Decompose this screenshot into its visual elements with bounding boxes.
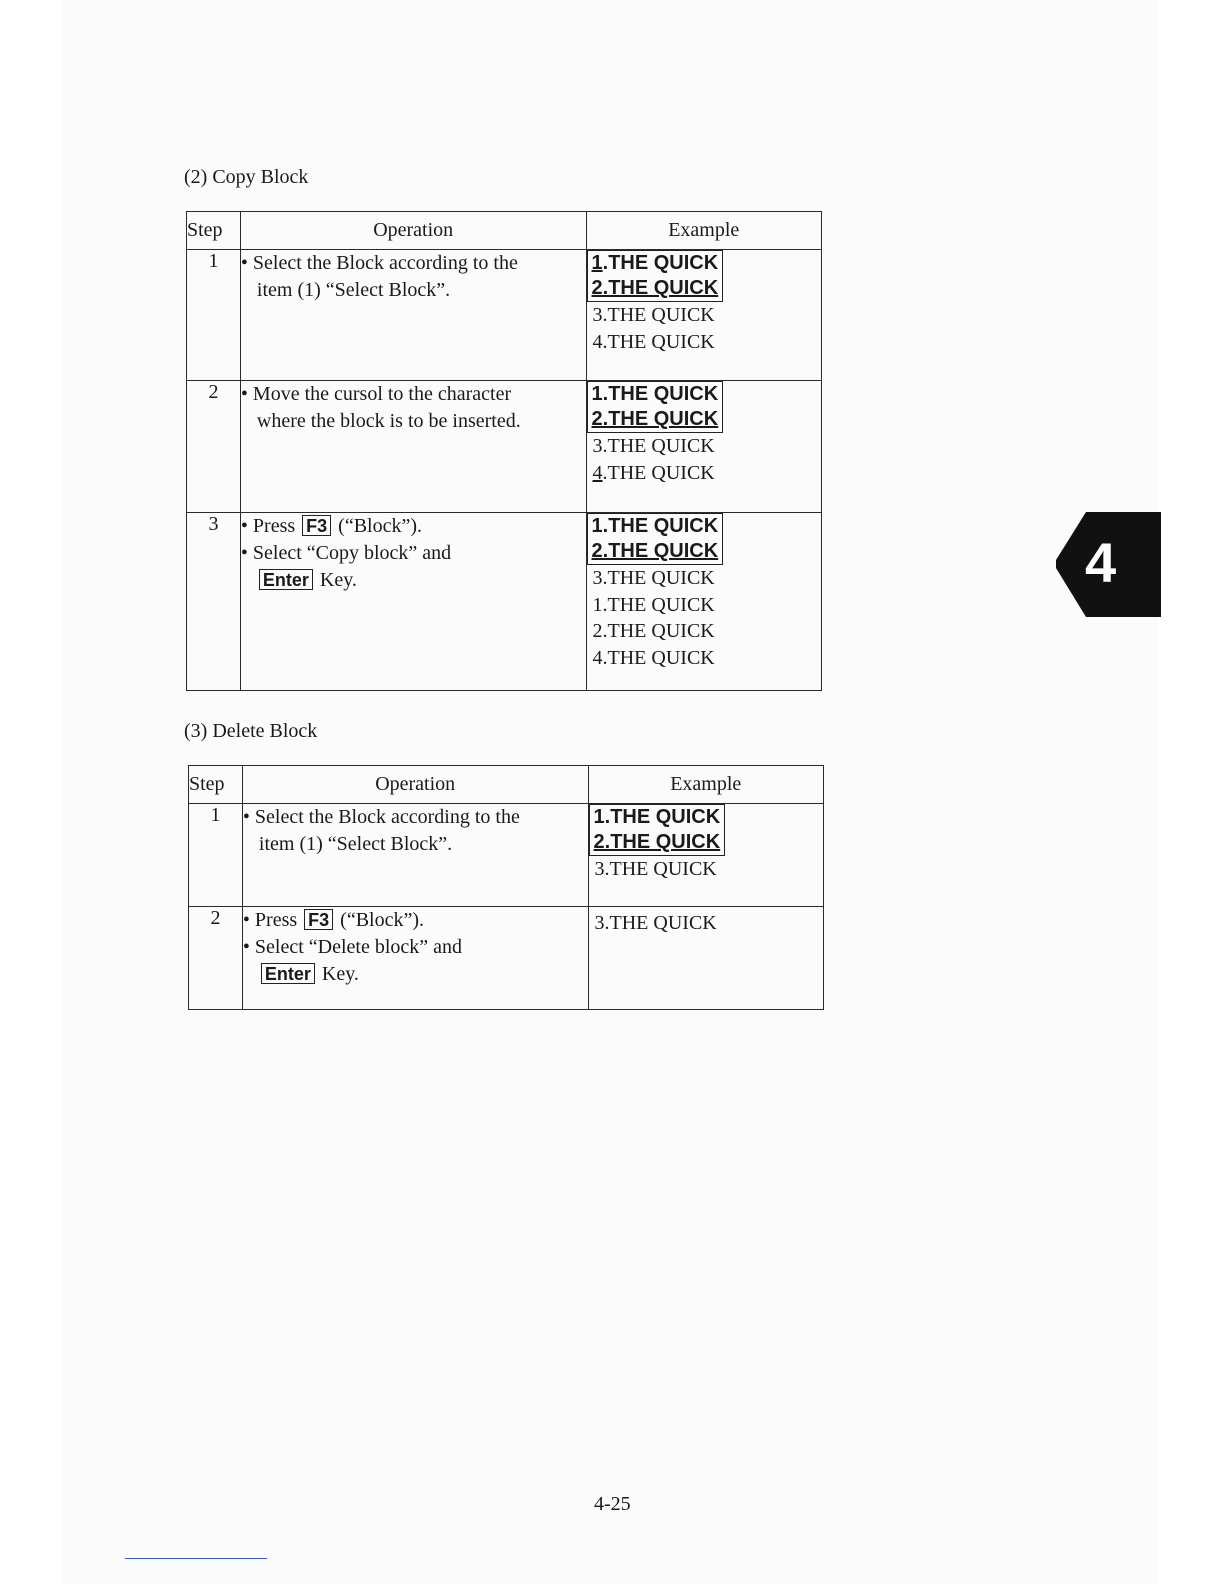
header-step: Step: [189, 766, 243, 804]
table-row: [189, 804, 824, 907]
selected-line: 1.THE QUICK: [593, 806, 721, 828]
header-example: Example: [586, 212, 821, 250]
delete-block-heading: (3) Delete Block: [184, 720, 318, 742]
selected-line: 2.THE QUICK: [591, 540, 719, 562]
operation-text: item (1) “Select Block”.: [256, 279, 451, 301]
example-line: [587, 460, 821, 487]
selected-block: [587, 513, 724, 565]
operation-text: Key.: [321, 963, 359, 985]
bullet: •: [242, 806, 250, 828]
example-cell: [586, 513, 821, 691]
example-line: 3.THE QUICK: [594, 858, 717, 880]
page-number: 4-25: [594, 1493, 631, 1515]
example-line: 3.THE QUICK: [594, 912, 717, 934]
copy-block-heading: (2) Copy Block: [184, 166, 309, 188]
table-row: [187, 381, 822, 513]
selected-line: 1.THE QUICK: [591, 383, 719, 405]
cursor-char: 1: [591, 252, 603, 274]
operation-cell: [242, 907, 588, 1010]
selected-block: [587, 250, 724, 302]
example-line-text: .THE QUICK: [602, 461, 715, 484]
operation-cell: [240, 250, 586, 381]
operation-text: item (1) “Select Block”.: [258, 833, 453, 855]
operation-text: Select “Delete block” and: [254, 936, 463, 958]
bullet: •: [240, 515, 248, 537]
operation-text: Select “Copy block” and: [252, 542, 452, 564]
header-operation: Operation: [240, 212, 586, 250]
step-number: 2: [189, 907, 243, 1010]
selected-line: 2.THE QUICK: [591, 277, 719, 299]
selected-block: [589, 804, 726, 856]
table-header-row: [189, 766, 824, 804]
header-example: Example: [588, 766, 823, 804]
header-operation: Operation: [242, 766, 588, 804]
operation-text: Move the cursol to the character: [252, 383, 512, 405]
operation-cell: [240, 513, 586, 691]
step-number: 1: [189, 804, 243, 907]
example-line: 4.THE QUICK: [592, 646, 715, 669]
delete-block-table: [188, 765, 824, 1010]
operation-text: Press: [252, 515, 296, 537]
example-cell: [588, 804, 823, 907]
selected-line: 2.THE QUICK: [591, 408, 719, 430]
step-number: 2: [187, 381, 241, 513]
operation-text: Key.: [319, 569, 357, 591]
footer-rule: [125, 1558, 267, 1559]
operation-cell: [240, 381, 586, 513]
example-line: 1.THE QUICK: [592, 593, 715, 616]
table-row: [187, 513, 822, 691]
selected-line: 1.THE QUICK: [591, 515, 719, 537]
operation-text: (“Block”).: [338, 515, 423, 537]
example-cell: [586, 381, 821, 513]
bullet: •: [242, 909, 250, 931]
enter-key: Enter: [259, 569, 313, 590]
operation-cell: [242, 804, 588, 907]
bullet: •: [242, 936, 250, 958]
example-line: 3.THE QUICK: [592, 304, 715, 326]
example-cell: [588, 907, 823, 1010]
step-number: 3: [187, 513, 241, 691]
cursor-char: 4: [592, 461, 603, 484]
operation-text: Press: [254, 909, 298, 931]
bullet: •: [240, 383, 248, 405]
example-cell: [586, 250, 821, 381]
example-line: 2.THE QUICK: [592, 620, 715, 642]
selected-line: .THE QUICK: [602, 252, 719, 274]
bullet: •: [240, 252, 248, 274]
operation-text: Select the Block according to the: [252, 252, 518, 274]
enter-key: Enter: [261, 963, 315, 984]
copy-block-table: [186, 211, 822, 691]
f3-key: F3: [302, 515, 331, 536]
step-number: 1: [187, 250, 241, 381]
operation-text: (“Block”).: [340, 909, 425, 931]
example-line: 4.THE QUICK: [592, 330, 715, 353]
table-row: [187, 250, 822, 381]
table-row: [189, 907, 824, 1010]
selected-block: [587, 381, 724, 433]
header-step: Step: [187, 212, 241, 250]
operation-text: Select the Block according to the: [254, 806, 520, 828]
f3-key: F3: [304, 909, 333, 930]
bullet: •: [240, 542, 248, 564]
example-line: 3.THE QUICK: [592, 435, 715, 457]
chapter-tab-number: 4: [1085, 531, 1117, 594]
example-line: 3.THE QUICK: [592, 567, 715, 589]
operation-text: where the block is to be inserted.: [256, 410, 521, 432]
table-header-row: [187, 212, 822, 250]
selected-line: 2.THE QUICK: [593, 831, 721, 853]
